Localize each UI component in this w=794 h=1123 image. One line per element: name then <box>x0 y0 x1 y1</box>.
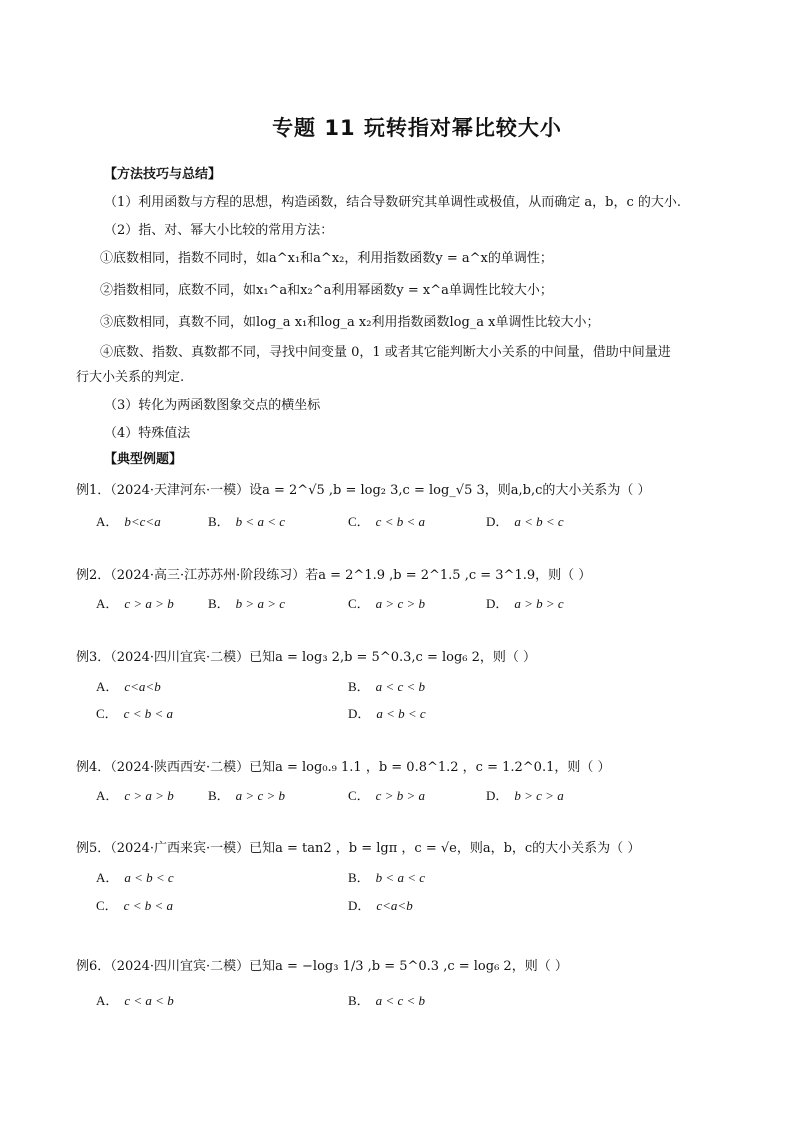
methods-p5: ③底数相同，真数不同，如log_a x₁和log_a x₂利用指数函数log_a x单调性比较大小； <box>100 315 600 330</box>
example-2-option-d: D． a > b > c <box>486 596 564 611</box>
methods-p1: （1）利用函数与方程的思想，构造函数，结合导数研究其单调性或极值，从而确定 a，b，c 的大小. <box>104 195 682 210</box>
example-3-option-a: A． c<a<b <box>96 679 161 694</box>
example-4-stem: 例4．（2024·陕西西安·二模）已知a = log₀.₉ 1.1 ，b = 0.8^1.2 ，c = 1.2^0.1，则（ ） <box>76 760 611 775</box>
page-title: 专题 11 玩转指对幂比较大小 <box>272 116 562 140</box>
methods-p7: （3）转化为两函数图象交点的横坐标 <box>104 398 321 413</box>
example-1-option-b: B． b < a < c <box>208 514 285 529</box>
example-4-option-c: C． c > b > a <box>348 788 425 803</box>
examples-heading: 【典型例题】 <box>104 452 183 467</box>
example-3-option-c: C． c < b < a <box>96 706 173 721</box>
example-1-option-d: D． a < b < c <box>486 514 564 529</box>
methods-p3: ①底数相同，指数不同时，如a^x₁和a^x₂，利用指数函数y = a^x的单调性； <box>100 251 553 266</box>
methods-p8: （4）特殊值法 <box>104 426 191 441</box>
example-4-option-a: A． c > a > b <box>96 788 174 803</box>
example-2-option-b: B． b > a > c <box>208 596 285 611</box>
example-4-option-b: B． a > c > b <box>208 788 285 803</box>
example-2-option-a: A． c > a > b <box>96 596 174 611</box>
example-1-option-a: A． b<c<a <box>96 514 161 529</box>
example-1-option-c: C． c < b < a <box>348 514 425 529</box>
example-3-stem: 例3．（2024·四川宜宾·二模）已知a = log₃ 2,b = 5^0.3,c = log₆ 2，则（ ） <box>76 650 537 665</box>
example-5-option-b: B． b < a < c <box>348 870 425 885</box>
example-3-option-b: B． a < c < b <box>348 679 425 694</box>
example-2-stem: 例2．（2024·高三·江苏苏州·阶段练习）若a = 2^1.9 ,b = 2^1.5 ,c = 3^1.9，则（ ） <box>76 568 592 583</box>
methods-p6a: ④底数、指数、真数都不同，寻找中间变量 0，1 或者其它能判断大小关系的中间量，借助中间量进 <box>100 345 671 360</box>
methods-heading: 【方法技巧与总结】 <box>104 167 222 182</box>
example-2-option-c: C． a > c > b <box>348 596 425 611</box>
example-1-stem: 例1．（2024·天津河东·一模）设a = 2^√5 ,b = log₂ 3,c = log_√5 3，则a,b,c的大小关系为（ ） <box>76 483 651 498</box>
methods-p2: （2）指、对、幂大小比较的常用方法： <box>104 223 334 238</box>
example-4-option-d: D． b > c > a <box>486 788 564 803</box>
example-5-option-d: D． c<a<b <box>348 898 413 913</box>
example-6-stem: 例6．（2024·四川宜宾·二模）已知a = −log₃ 1/3 ,b = 5^0.3 ,c = log₆ 2，则（ ） <box>76 959 568 974</box>
methods-p6b: 行大小关系的判定. <box>76 370 185 385</box>
example-6-option-b: B． a < c < b <box>348 993 425 1008</box>
example-5-option-c: C． c < b < a <box>96 898 173 913</box>
example-5-option-a: A． a < b < c <box>96 870 174 885</box>
example-6-option-a: A． c < a < b <box>96 993 174 1008</box>
example-3-option-d: D． a < b < c <box>348 706 426 721</box>
methods-p4: ②指数相同，底数不同，如x₁^a和x₂^a利用幂函数y = x^a单调性比较大小； <box>100 283 553 298</box>
example-5-stem: 例5．（2024·广西来宾·一模）已知a = tan2 ，b = lgπ ，c = √e，则a，b，c的大小关系为（ ） <box>76 841 641 856</box>
